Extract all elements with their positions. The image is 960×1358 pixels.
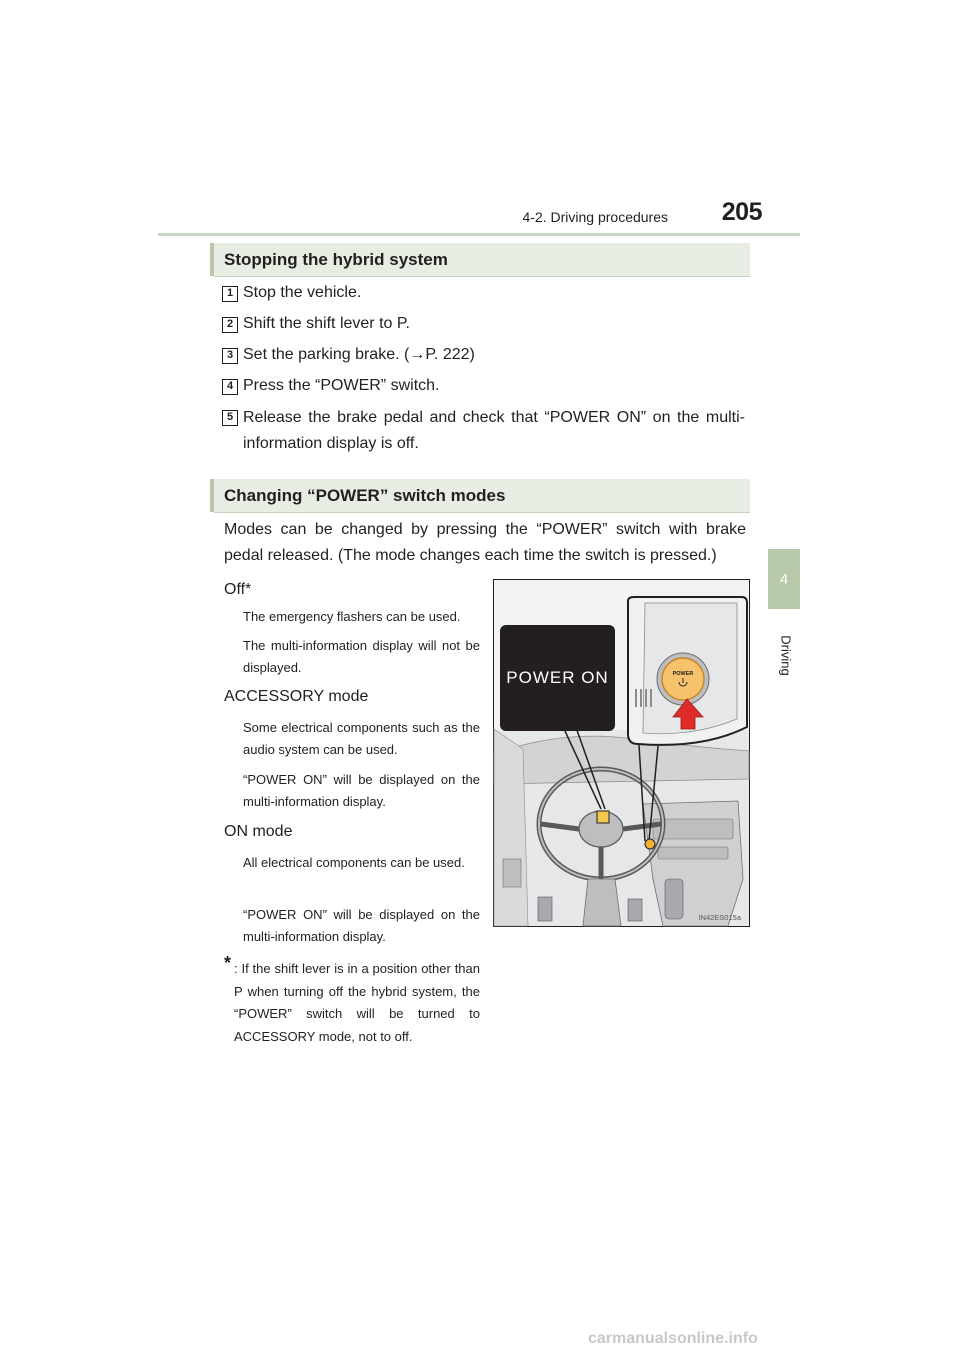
- section-title: 4-2. Driving procedures: [522, 209, 668, 225]
- page-number: 205: [721, 198, 762, 226]
- step-number-4: 4: [222, 379, 238, 395]
- mode-title-on: ON mode: [224, 823, 293, 840]
- power-switch-illustration: [493, 579, 750, 927]
- mode-note: All electrical components can be used.: [243, 855, 465, 870]
- figure-code: IN42ES015a: [698, 913, 741, 922]
- step-text-2: Shift the shift lever to P.: [243, 315, 410, 332]
- section-heading-text: Stopping the hybrid system: [224, 250, 448, 269]
- mode-note: “POWER ON” will be displayed on the multi-information display.: [243, 907, 480, 944]
- section-heading-stopping: [210, 243, 750, 276]
- mode-title-off: Off*: [224, 581, 252, 598]
- chapter-tab-label-text: Driving: [778, 635, 794, 676]
- footnote-mark: *: [224, 953, 232, 973]
- step-number-2: 2: [222, 317, 238, 333]
- step-number-5: 5: [222, 410, 238, 426]
- header-rule: [158, 233, 800, 236]
- chapter-tab-label: [770, 635, 800, 676]
- step-number-1: 1: [222, 286, 238, 302]
- mode-note: The multi-information display will not be displayed.: [243, 638, 480, 675]
- section-underline: [214, 512, 750, 513]
- step-text-5: Release the brake pedal and check that “POWER ON” on the multi-information display is off.: [243, 409, 745, 452]
- step-text-3: Set the parking brake. (→P. 222): [243, 346, 475, 363]
- footnote-text: : If the shift lever is in a position other than P when turning off the hybrid system, the “POWER” switch will be turned to ACCESSORY mode, not to off.: [234, 961, 480, 1044]
- power-on-display-text: POWER ON: [506, 668, 609, 687]
- section-heading-modes: [210, 479, 750, 512]
- section-heading-text: Changing “POWER” switch modes: [224, 486, 506, 505]
- modes-intro: Modes can be changed by pressing the “POWER” switch with brake pedal released. (The mode changes each time the switch is pressed.): [224, 521, 746, 564]
- chapter-tab-number: 4: [779, 571, 789, 588]
- mode-note: The emergency flashers can be used.: [243, 609, 461, 624]
- mode-note: “POWER ON” will be displayed on the multi-information display.: [243, 772, 480, 809]
- step-text-1: Stop the vehicle.: [243, 284, 362, 301]
- power-button-text: POWER: [672, 671, 694, 677]
- step-number-3: 3: [222, 348, 238, 364]
- mode-note: Some electrical components such as the audio system can be used.: [243, 720, 480, 757]
- watermark: carmanualsonline.info: [588, 1330, 758, 1347]
- section-underline: [214, 276, 750, 277]
- mode-title-accessory: ACCESSORY mode: [224, 688, 369, 705]
- step-text-4: Press the “POWER” switch.: [243, 377, 440, 394]
